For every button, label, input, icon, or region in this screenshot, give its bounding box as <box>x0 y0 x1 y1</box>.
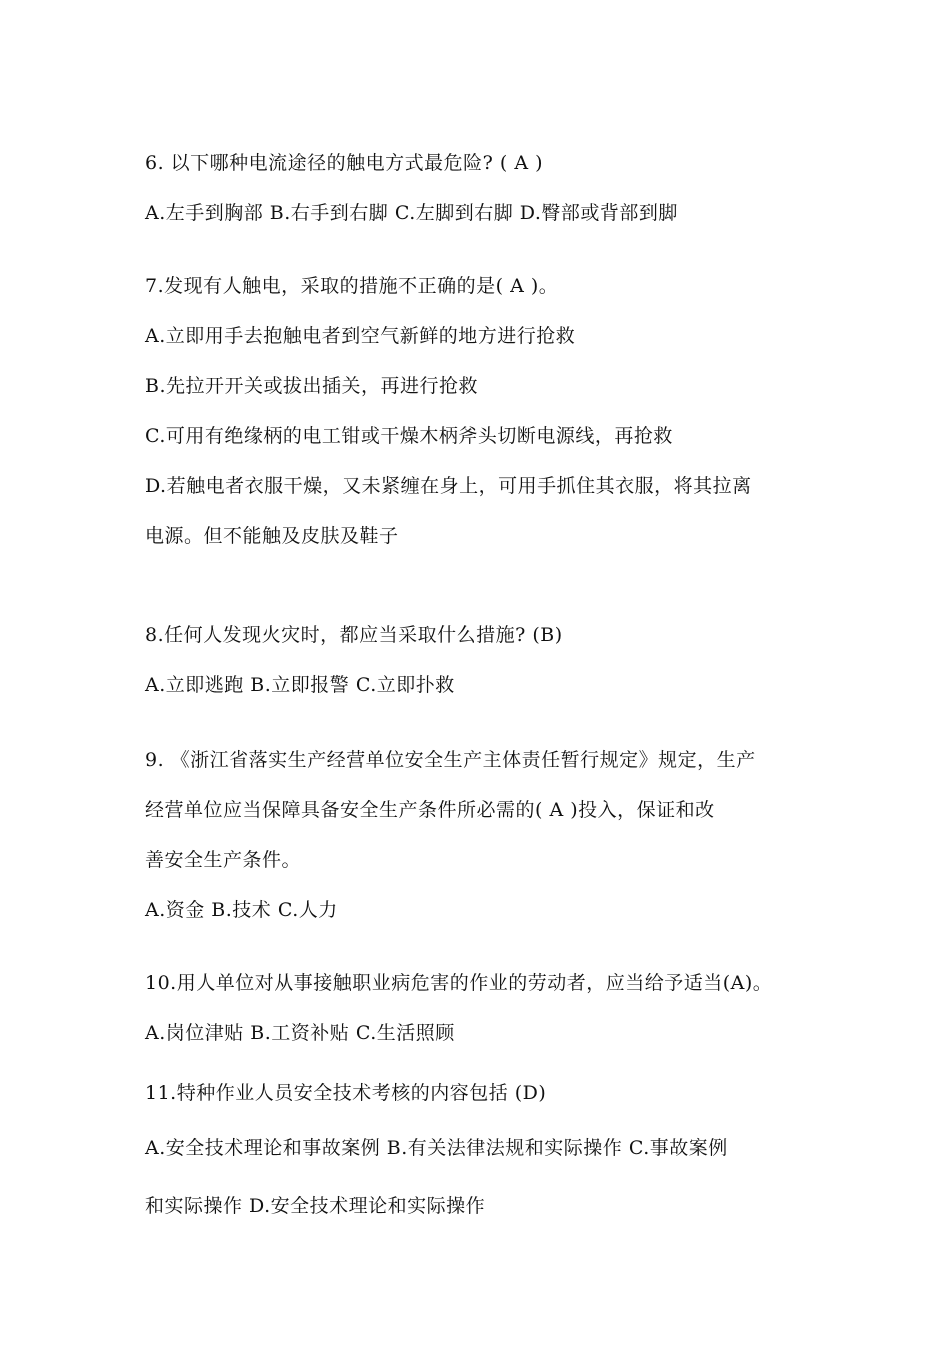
question-7-option-c: C.可用有绝缘柄的电工钳或干燥木柄斧头切断电源线，再抢救 <box>145 425 673 447</box>
question-9: 9. 《浙江省落实生产经营单位安全生产主体责任暂行规定》规定，生产 <box>145 749 756 771</box>
question-6-options: A.左手到胸部 B.右手到右脚 C.左脚到右脚 D.臀部或背部到脚 <box>145 202 678 224</box>
question-7-option-d: D.若触电者衣服干燥，又未紧缠在身上，可用手抓住其衣服，将其拉离 <box>145 475 752 497</box>
question-7: 7.发现有人触电，采取的措施不正确的是( A )。 <box>145 275 559 297</box>
question-11-options: A.安全技术理论和事故案例 B.有关法律法规和实际操作 C.事故案例 <box>145 1137 728 1159</box>
question-9-options: A.资金 B.技术 C.人力 <box>145 899 338 921</box>
question-10: 10.用人单位对从事接触职业病危害的作业的劳动者，应当给予适当(A)。 <box>145 972 773 994</box>
question-7-option-d-continued: 电源。但不能触及皮肤及鞋子 <box>145 525 399 547</box>
question-11: 11.特种作业人员安全技术考核的内容包括 (D) <box>145 1082 547 1104</box>
question-8: 8.任何人发现火灾时，都应当采取什么措施? (B) <box>145 624 563 646</box>
question-7-option-a: A.立即用手去抱触电者到空气新鲜的地方进行抢救 <box>145 325 576 347</box>
question-9-continued-2: 善安全生产条件。 <box>145 849 302 871</box>
question-8-options: A.立即逃跑 B.立即报警 C.立即扑救 <box>145 674 455 696</box>
question-10-options: A.岗位津贴 B.工资补贴 C.生活照顾 <box>145 1022 455 1044</box>
question-9-continued: 经营单位应当保障具备安全生产条件所必需的( A )投入，保证和改 <box>145 799 715 821</box>
question-7-option-b: B.先拉开开关或拔出插关，再进行抢救 <box>145 375 479 397</box>
question-6: 6. 以下哪种电流途径的触电方式最危险? ( A ) <box>145 152 544 174</box>
question-11-options-continued: 和实际操作 D.安全技术理论和实际操作 <box>145 1195 486 1217</box>
